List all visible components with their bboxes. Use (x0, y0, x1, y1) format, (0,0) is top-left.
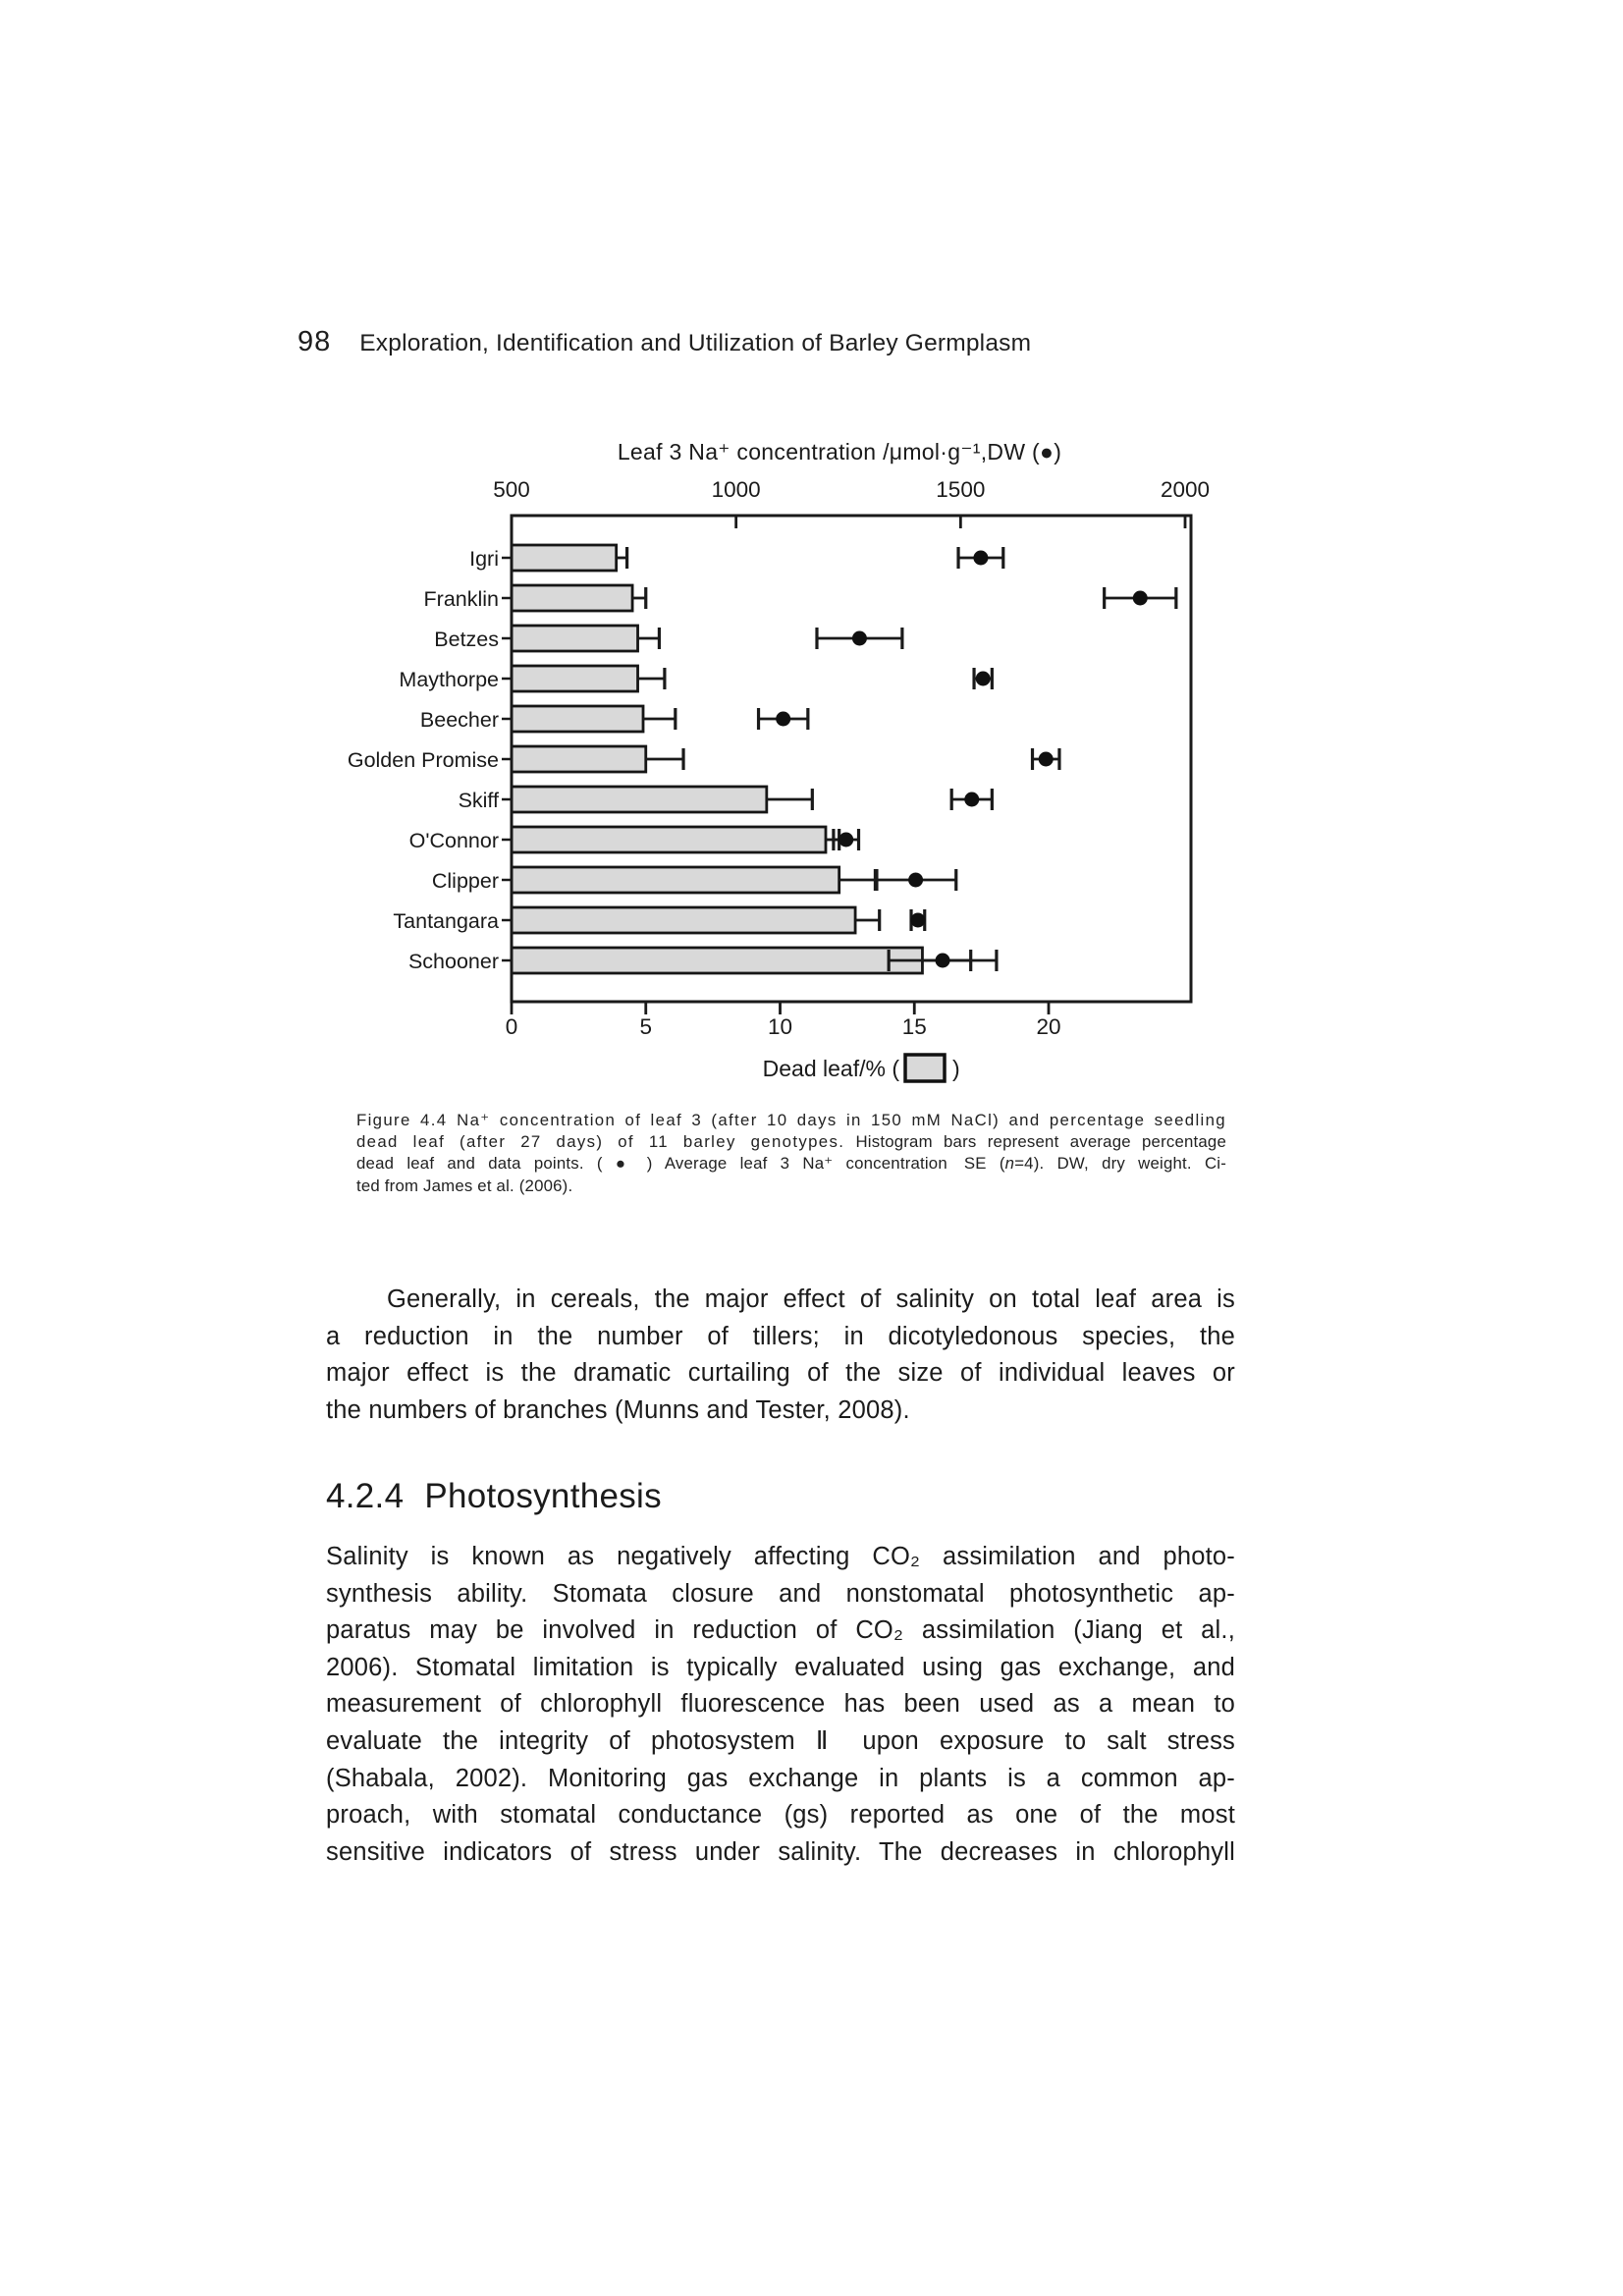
text-line: Generally, in cereals, the major effect of salinity on total leaf area is (387, 1285, 1235, 1313)
caption-line (356, 1110, 1226, 1131)
caption-text: ted from James et al. (2006). (356, 1175, 573, 1195)
bottom-axis-tick-label: 15 (901, 1014, 927, 1039)
legend-label: Dead leaf/% ( (762, 1056, 899, 1081)
category-label: Tantangara (393, 909, 499, 933)
text-line: a reduction in the number of tillers; in dicotyledonous species, the (326, 1322, 1235, 1350)
na-data-point (776, 712, 790, 727)
section-heading (326, 1477, 662, 1516)
dead-leaf-bar (512, 907, 855, 933)
text-line: Salinity is known as negatively affecting CO₂ assimilation and photo- (326, 1543, 1235, 1570)
dead-leaf-bar (512, 545, 617, 571)
caption-line (356, 1153, 1226, 1175)
caption-text: =4). DW, dry weight. Ci- (1014, 1154, 1226, 1174)
na-data-point (910, 913, 925, 928)
text-line: paratus may be involved in reduction of CO₂ assimilation (Jiang et al., (326, 1616, 1235, 1645)
caption-text: Figure 4.4 Na⁺ concentration of leaf 3 (after 10 days in 150 mM NaCl) and percentage seedling (356, 1111, 1226, 1129)
figure-4-4-chart (324, 417, 1257, 1105)
legend-swatch (905, 1055, 945, 1081)
na-data-point (973, 551, 988, 566)
text-line: proach, with stomatal conductance (gs) reported as one of the most (326, 1801, 1235, 1830)
text-line: evaluate the integrity of photosystem Ⅱ upon exposure to salt stress (326, 1726, 1235, 1755)
section-title: Photosynthesis (424, 1477, 662, 1515)
category-label: Maythorpe (399, 668, 499, 691)
category-label: O'Connor (408, 829, 499, 852)
top-axis-tick-label: 2000 (1160, 477, 1211, 502)
category-label: Igri (469, 547, 499, 571)
section-number: 4.2.4 (326, 1477, 405, 1515)
chart-title: Leaf 3 Na⁺ concentration /μmol·g⁻¹,DW (●) (617, 439, 1062, 465)
category-label: Skiff (458, 789, 499, 812)
text-line: synthesis ability. Stomata closure and nonstomatal photosynthetic ap- (326, 1579, 1235, 1608)
dead-leaf-bar (512, 706, 643, 732)
text-line: the numbers of branches (Munns and Tester, 2008). (326, 1395, 910, 1424)
category-label: Betzes (434, 628, 499, 651)
figure-caption (356, 1110, 1226, 1197)
category-label: Franklin (423, 587, 499, 611)
na-data-point (936, 954, 950, 968)
bottom-axis-tick-label: 0 (505, 1014, 518, 1039)
text-line: major effect is the dramatic curtailing of the size of individual leaves or (326, 1359, 1235, 1388)
na-data-point (839, 833, 853, 847)
category-label: Beecher (419, 708, 499, 732)
na-data-point (1133, 591, 1148, 606)
legend-close-paren: ) (952, 1056, 960, 1081)
na-data-point (1039, 752, 1054, 767)
page-header (298, 326, 1230, 358)
dead-leaf-bar (512, 585, 632, 611)
top-axis-tick-label: 1000 (711, 477, 761, 502)
na-data-point (964, 793, 979, 807)
bottom-axis-tick-label: 10 (767, 1014, 793, 1039)
bottom-axis-tick-label: 20 (1036, 1014, 1061, 1039)
na-data-point (976, 672, 991, 686)
body-paragraph-1 (326, 1282, 1235, 1429)
text-line: measurement of chlorophyll fluorescence has been used as a mean to (326, 1690, 1235, 1719)
caption-line (356, 1175, 1226, 1197)
category-label: Clipper (431, 869, 499, 893)
body-paragraph-2 (326, 1539, 1235, 1871)
dead-leaf-bar (512, 746, 646, 772)
category-label: Schooner (407, 950, 499, 973)
caption-text: Histogram bars represent average percentage (844, 1132, 1227, 1152)
dead-leaf-bar (512, 867, 839, 893)
dead-leaf-bar (512, 827, 826, 852)
top-axis-tick-label: 1500 (936, 477, 986, 502)
chart-svg (324, 417, 1257, 1105)
dead-leaf-bar (512, 787, 767, 812)
na-data-point (908, 873, 923, 888)
top-axis-tick-label: 500 (493, 477, 530, 502)
running-title: Exploration, Identification and Utilization of Barley Germplasm (359, 330, 1032, 356)
caption-line (356, 1131, 1226, 1153)
caption-text: dead leaf (after 27 days) of 11 barley genotypes. (356, 1132, 845, 1152)
caption-text: dead leaf and data points. ( ● ) Average leaf 3 Na⁺ concentration SE ( (356, 1154, 1005, 1174)
text-line: sensitive indicators of stress under salinity. The decreases in chlorophyll (326, 1837, 1235, 1866)
caption-text: n (1004, 1154, 1015, 1174)
text-line: 2006). Stomatal limitation is typically evaluated using gas exchange, and (326, 1653, 1235, 1681)
text-line: (Shabala, 2002). Monitoring gas exchange in plants is a common ap- (326, 1764, 1235, 1792)
dead-leaf-bar (512, 666, 638, 691)
na-data-point (852, 631, 867, 646)
dead-leaf-bar (512, 948, 922, 973)
dead-leaf-bar (512, 626, 638, 651)
page-number: 98 (298, 326, 332, 357)
bottom-axis-tick-label: 5 (639, 1014, 653, 1039)
category-label: Golden Promise (347, 748, 499, 772)
